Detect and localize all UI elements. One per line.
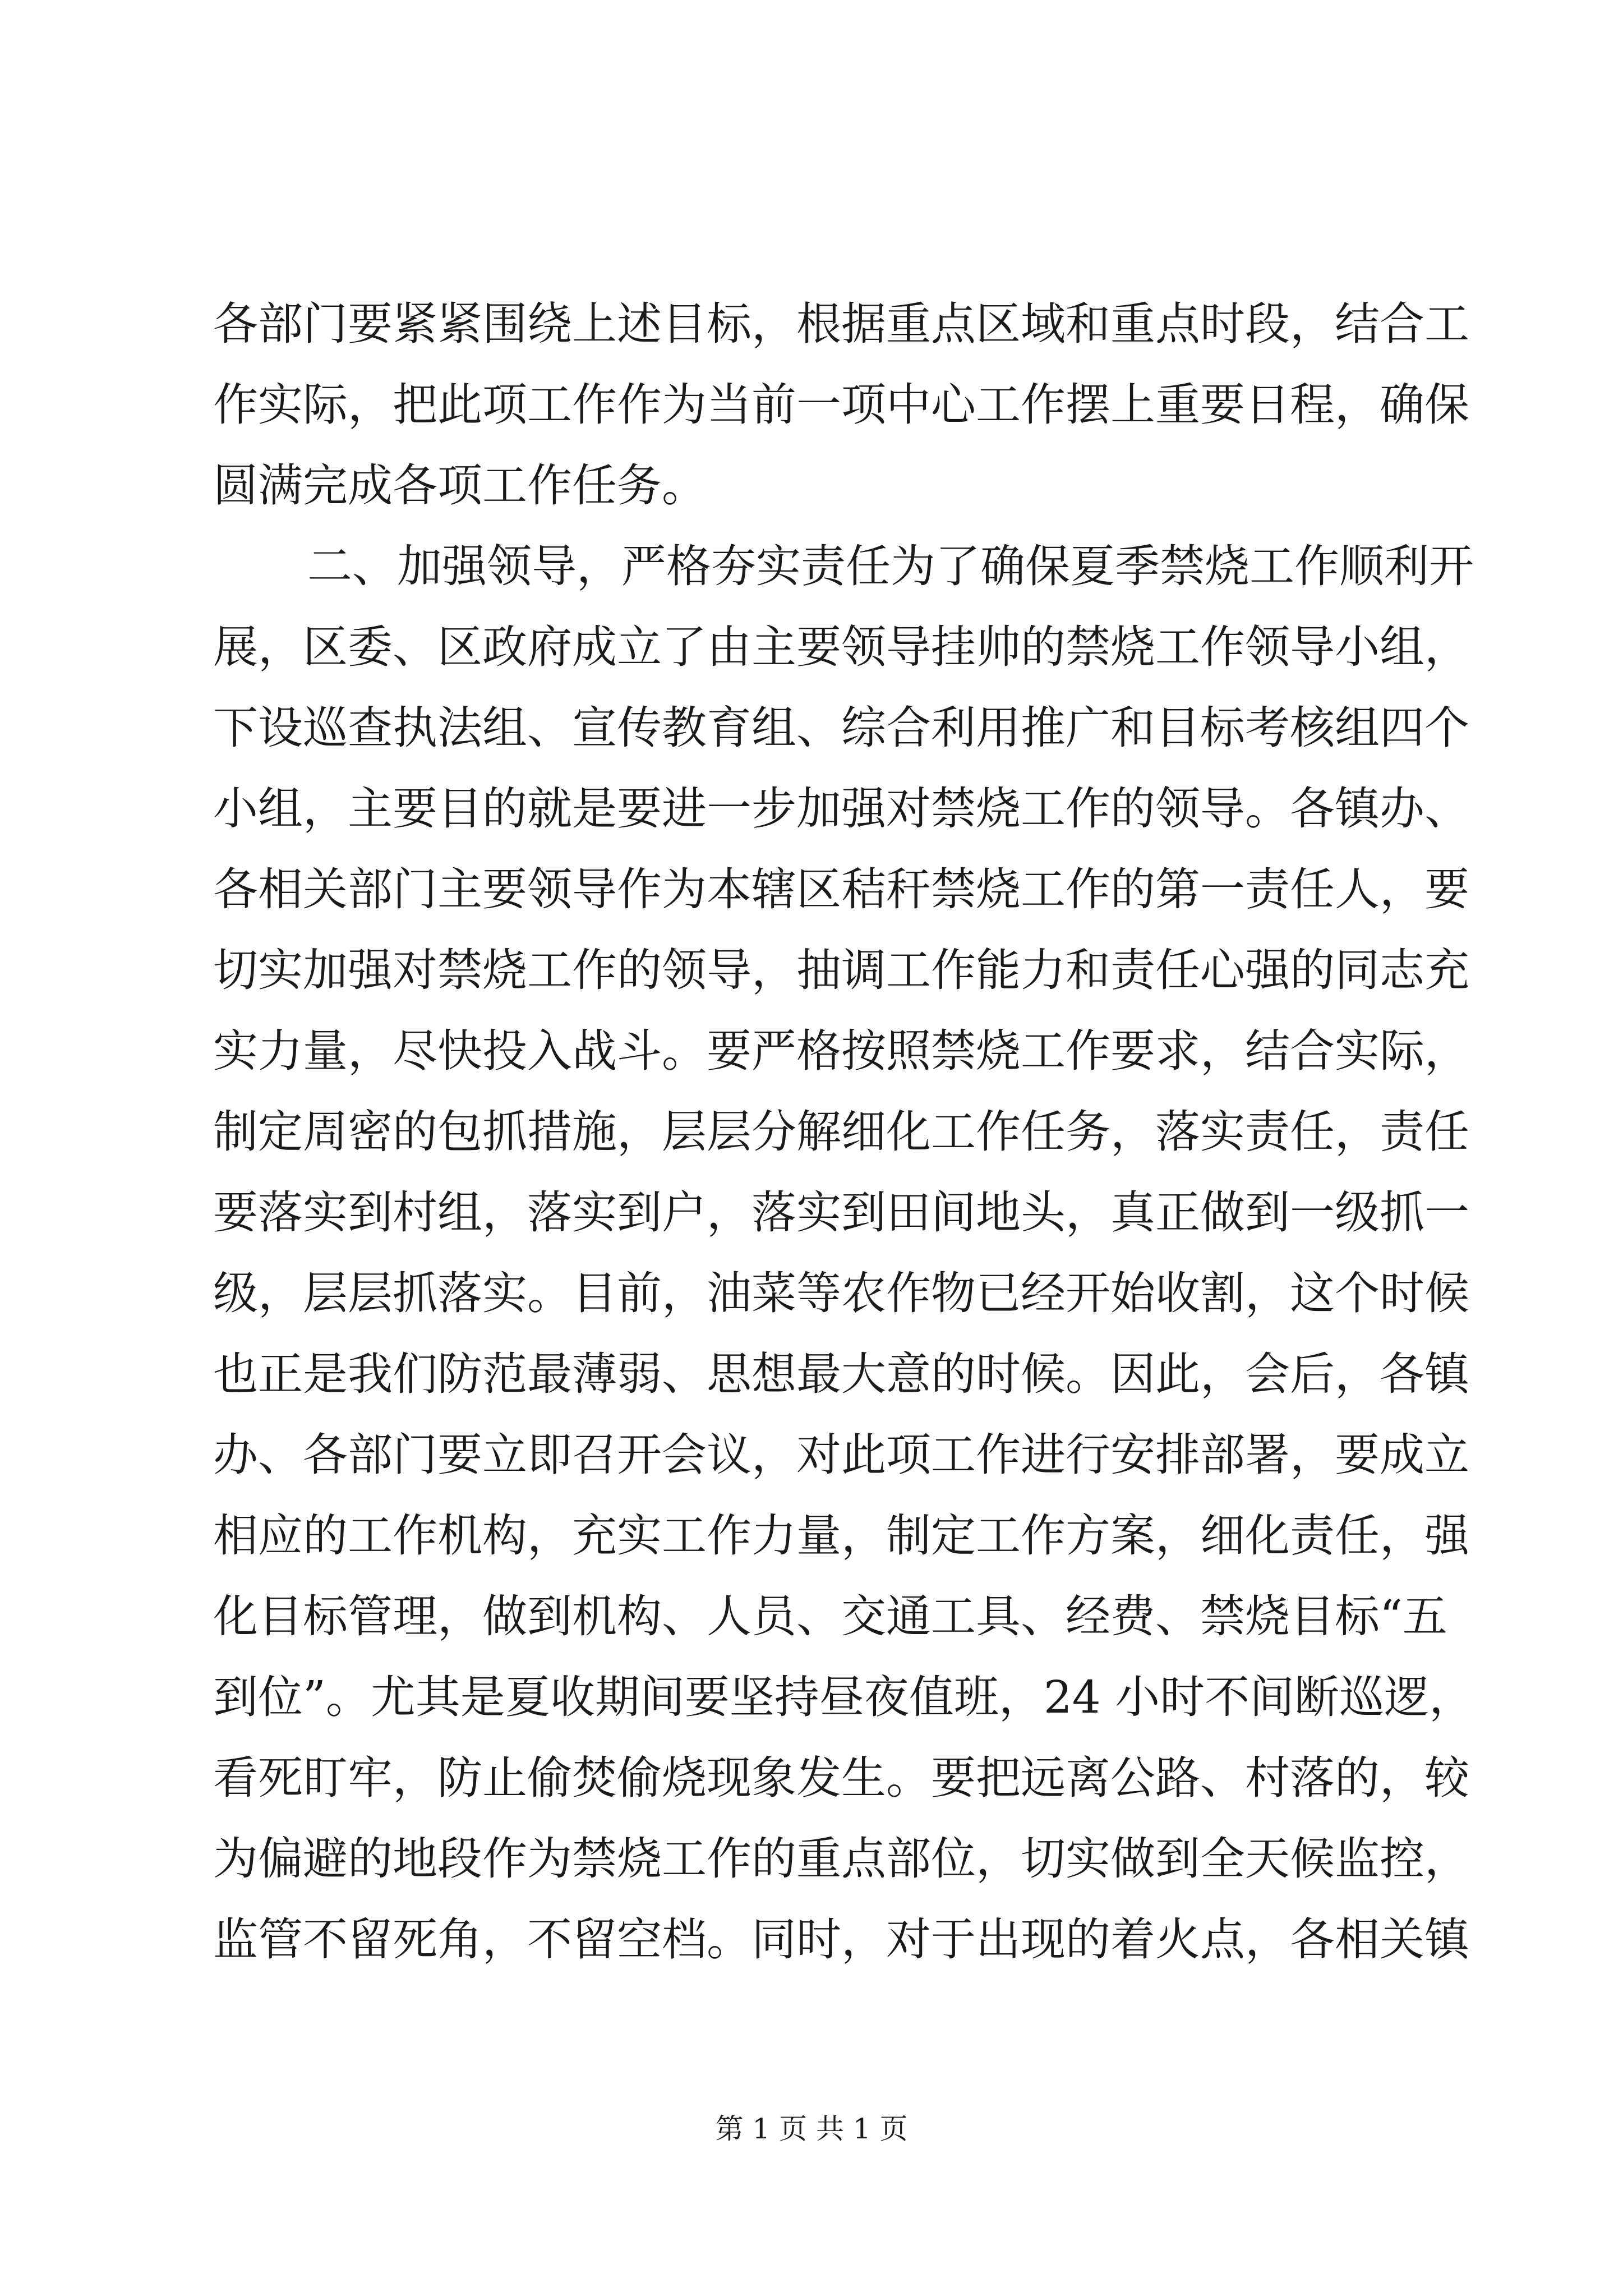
text-line-16: 相应的工作机构，充实工作力量，制定工作方案，细化责任，强	[213, 1510, 1469, 1562]
text-line-12: 要落实到村组，落实到户，落实到田间地头，真正做到一级抓一	[213, 1186, 1469, 1239]
text-line-8: 各相关部门主要领导作为本辖区秸秆禁烧工作的第一责任人，要	[213, 863, 1469, 915]
text-line-6: 下设巡查执法组、宣传教育组、综合利用推广和目标考核组四个	[213, 702, 1469, 754]
text-line-18: 到位”。尤其是夏收期间要坚持昼夜值班，24 小时不间断巡逻，	[213, 1671, 1474, 1723]
text-line-5: 展，区委、区政府成立了由主要领导挂帅的禁烧工作领导小组，	[213, 621, 1469, 673]
text-line-11: 制定周密的包抓措施，层层分解细化工作任务，落实责任，责任	[213, 1106, 1469, 1158]
text-line-21: 监管不留死角，不留空档。同时，对于出现的着火点，各相关镇	[213, 1913, 1469, 1966]
text-line-9: 切实加强对禁烧工作的领导，抽调工作能力和责任心强的同志充	[213, 944, 1469, 996]
page-footer: 第 1 页 共 1 页	[715, 2113, 908, 2145]
text-line-13: 级，层层抓落实。目前，油菜等农作物已经开始收割，这个时候	[213, 1267, 1469, 1319]
text-line-3: 圆满完成各项工作任务。	[213, 459, 707, 512]
text-line-4: 二、加强领导，严格夯实责任为了确保夏季禁烧工作顺利开	[307, 540, 1474, 592]
text-line-19: 看死盯牢，防止偷焚偷烧现象发生。要把远离公路、村落的，较	[213, 1752, 1469, 1804]
text-line-7: 小组，主要目的就是要进一步加强对禁烧工作的领导。各镇办、	[213, 783, 1469, 835]
text-line-2: 作实际，把此项工作作为当前一项中心工作摆上重要日程，确保	[213, 379, 1469, 431]
text-line-15: 办、各部门要立即召开会议，对此项工作进行安排部署，要成立	[213, 1429, 1469, 1481]
text-line-10: 实力量，尽快投入战斗。要严格按照禁烧工作要求，结合实际，	[213, 1025, 1469, 1077]
text-line-17: 化目标管理，做到机构、人员、交通工具、经费、禁烧目标“五	[213, 1590, 1447, 1642]
text-line-14: 也正是我们防范最薄弱、思想最大意的时候。因此，会后，各镇	[213, 1348, 1469, 1400]
text-line-20: 为偏避的地段作为禁烧工作的重点部位，切实做到全天候监控，	[213, 1833, 1469, 1885]
text-line-1: 各部门要紧紧围绕上述目标，根据重点区域和重点时段，结合工	[213, 298, 1469, 350]
